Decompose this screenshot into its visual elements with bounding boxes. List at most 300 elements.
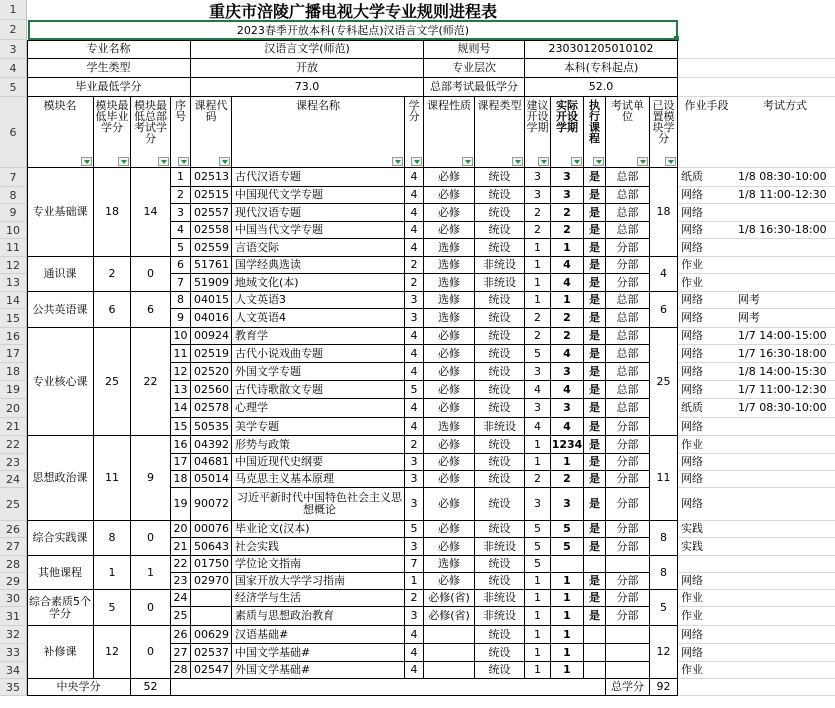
course-nature[interactable]	[424, 626, 475, 644]
filter-dropdown-icon[interactable]	[411, 157, 422, 166]
empty-cell[interactable]	[678, 78, 835, 97]
course-type[interactable]: 非统设	[475, 257, 525, 274]
course-executed[interactable]: 是	[584, 309, 606, 328]
course-seq[interactable]: 17	[171, 454, 191, 471]
course-assignment-means[interactable]: 作业	[678, 257, 735, 274]
course-code[interactable]: 50535	[191, 418, 232, 436]
course-credit[interactable]: 7	[405, 556, 424, 573]
course-seq[interactable]: 6	[171, 257, 191, 274]
course-name[interactable]: 心理学	[232, 399, 405, 418]
course-name[interactable]: 经济学与生活	[232, 590, 405, 607]
course-suggested-term[interactable]: 1	[525, 239, 551, 257]
course-executed[interactable]: 是	[584, 274, 606, 292]
course-executed[interactable]	[584, 626, 606, 644]
course-suggested-term[interactable]: 1	[525, 662, 551, 679]
course-nature[interactable]: 必修	[424, 521, 475, 538]
course-type[interactable]: 统设	[475, 488, 525, 521]
course-nature[interactable]: 必修(省)	[424, 607, 475, 626]
course-actual-term[interactable]	[551, 556, 584, 573]
course-seq[interactable]: 27	[171, 644, 191, 662]
course-seq[interactable]: 16	[171, 436, 191, 454]
course-code[interactable]: 51909	[191, 274, 232, 292]
course-exam-unit[interactable]: 分部	[606, 573, 650, 590]
course-executed[interactable]: 是	[584, 418, 606, 436]
row-header[interactable]: 18	[0, 363, 27, 381]
course-exam-method[interactable]	[735, 239, 835, 257]
course-exam-method[interactable]: 1/8 11:00-12:30	[735, 187, 835, 204]
course-seq[interactable]: 2	[171, 187, 191, 204]
course-executed[interactable]: 是	[584, 521, 606, 538]
course-type[interactable]: 统设	[475, 204, 525, 222]
row-header[interactable]: 34	[0, 662, 27, 679]
course-nature[interactable]: 必修	[424, 454, 475, 471]
course-code[interactable]	[191, 607, 232, 626]
course-name[interactable]: 毕业论文(汉本)	[232, 521, 405, 538]
course-credit[interactable]: 3	[405, 607, 424, 626]
course-actual-term[interactable]: 2	[551, 204, 584, 222]
module-credit-set[interactable]: 8	[650, 556, 678, 590]
course-exam-method[interactable]: 1/7 16:30-18:00	[735, 345, 835, 363]
course-credit[interactable]: 2	[405, 436, 424, 454]
course-exam-method[interactable]: 1/8 08:30-10:00	[735, 168, 835, 187]
course-assignment-means[interactable]: 网络	[678, 381, 735, 399]
row-header[interactable]: 11	[0, 239, 27, 257]
column-header-done[interactable]: 已设置模块学分	[650, 97, 678, 168]
course-name[interactable]: 国家开放大学学习指南	[232, 573, 405, 590]
module-name[interactable]: 综合实践课	[27, 521, 94, 556]
course-seq[interactable]: 12	[171, 363, 191, 381]
column-header-type[interactable]: 课程类型	[475, 97, 525, 168]
course-code[interactable]: 04016	[191, 309, 232, 328]
course-exam-method[interactable]	[735, 590, 835, 607]
course-assignment-means[interactable]	[678, 556, 735, 573]
module-hq-credit[interactable]: 9	[131, 436, 171, 521]
module-name[interactable]: 通识课	[27, 257, 94, 292]
course-type[interactable]: 统设	[475, 292, 525, 309]
course-exam-method[interactable]: 1/7 11:00-12:30	[735, 381, 835, 399]
course-nature[interactable]: 必修	[424, 381, 475, 399]
course-exam-method[interactable]	[735, 556, 835, 573]
course-exam-method[interactable]	[735, 488, 835, 521]
course-exam-unit[interactable]: 总部	[606, 187, 650, 204]
course-credit[interactable]: 3	[405, 488, 424, 521]
row-header[interactable]: 5	[0, 78, 27, 97]
row-header[interactable]: 4	[0, 59, 27, 78]
course-actual-term[interactable]: 1	[551, 626, 584, 644]
course-code[interactable]	[191, 590, 232, 607]
course-exam-unit[interactable]: 分部	[606, 454, 650, 471]
course-exam-unit[interactable]: 分部	[606, 607, 650, 626]
course-assignment-means[interactable]: 网络	[678, 239, 735, 257]
hq-min-value[interactable]: 52.0	[525, 78, 678, 97]
course-code[interactable]: 02578	[191, 399, 232, 418]
course-exam-method[interactable]	[735, 662, 835, 679]
hq-min-label[interactable]: 总部考试最低学分	[424, 78, 525, 97]
row-header[interactable]: 7	[0, 168, 27, 187]
course-executed[interactable]: 是	[584, 328, 606, 345]
course-nature[interactable]: 选修	[424, 418, 475, 436]
module-credit-set[interactable]: 6	[650, 292, 678, 328]
course-actual-term[interactable]: 3	[551, 488, 584, 521]
course-name[interactable]: 古代汉语专题	[232, 168, 405, 187]
course-nature[interactable]	[424, 662, 475, 679]
course-exam-unit[interactable]: 总部	[606, 399, 650, 418]
course-seq[interactable]: 7	[171, 274, 191, 292]
column-header-suggest[interactable]: 建议开设学期	[525, 97, 551, 168]
row-header[interactable]: 31	[0, 607, 27, 626]
course-credit[interactable]: 4	[405, 239, 424, 257]
row-header[interactable]: 22	[0, 436, 27, 454]
module-hq-credit[interactable]: 6	[131, 292, 171, 328]
central-credit-value[interactable]: 52	[131, 679, 171, 696]
row-header[interactable]: 24	[0, 471, 27, 488]
course-type[interactable]: 非统设	[475, 607, 525, 626]
course-assignment-means[interactable]: 网络	[678, 626, 735, 644]
course-name[interactable]: 美学专题	[232, 418, 405, 436]
course-assignment-means[interactable]: 作业	[678, 590, 735, 607]
row-header[interactable]: 6	[0, 97, 27, 168]
module-credit-set[interactable]: 11	[650, 436, 678, 521]
course-actual-term[interactable]: 1	[551, 573, 584, 590]
course-suggested-term[interactable]: 3	[525, 488, 551, 521]
course-assignment-means[interactable]: 网络	[678, 418, 735, 436]
course-code[interactable]: 90072	[191, 488, 232, 521]
course-nature[interactable]: 必修	[424, 488, 475, 521]
rule-no-label[interactable]: 规则号	[424, 40, 525, 59]
course-credit[interactable]: 4	[405, 187, 424, 204]
module-min-credit[interactable]: 1	[94, 556, 131, 590]
course-type[interactable]: 统设	[475, 573, 525, 590]
course-exam-method[interactable]	[735, 436, 835, 454]
column-header-name[interactable]: 课程名称	[232, 97, 405, 168]
filter-dropdown-icon[interactable]	[538, 157, 549, 166]
course-seq[interactable]: 19	[171, 488, 191, 521]
course-executed[interactable]: 是	[584, 168, 606, 187]
course-suggested-term[interactable]: 3	[525, 168, 551, 187]
course-assignment-means[interactable]: 网络	[678, 644, 735, 662]
course-assignment-means[interactable]: 作业	[678, 607, 735, 626]
course-executed[interactable]: 是	[584, 239, 606, 257]
module-name[interactable]: 公共英语课	[27, 292, 94, 328]
course-assignment-means[interactable]: 网络	[678, 187, 735, 204]
course-suggested-term[interactable]: 4	[525, 381, 551, 399]
module-min-credit[interactable]: 11	[94, 436, 131, 521]
course-name[interactable]: 国学经典选读	[232, 257, 405, 274]
course-seq[interactable]: 18	[171, 471, 191, 488]
course-exam-unit[interactable]: 总部	[606, 204, 650, 222]
course-actual-term[interactable]: 3	[551, 399, 584, 418]
course-seq[interactable]: 9	[171, 309, 191, 328]
course-actual-term[interactable]: 5	[551, 521, 584, 538]
column-header-module_hq[interactable]: 模块最低总部考试学分	[131, 97, 171, 168]
footer-empty[interactable]	[171, 679, 606, 696]
course-suggested-term[interactable]: 2	[525, 204, 551, 222]
course-executed[interactable]: 是	[584, 607, 606, 626]
course-code[interactable]: 02559	[191, 239, 232, 257]
course-credit[interactable]: 4	[405, 399, 424, 418]
rule-no-value[interactable]: 230301205010102	[525, 40, 678, 59]
course-exam-unit[interactable]: 分部	[606, 471, 650, 488]
course-suggested-term[interactable]: 5	[525, 521, 551, 538]
course-type[interactable]: 统设	[475, 222, 525, 239]
course-actual-term[interactable]: 1	[551, 292, 584, 309]
course-code[interactable]: 04015	[191, 292, 232, 309]
course-credit[interactable]: 3	[405, 538, 424, 556]
course-exam-unit[interactable]: 分部	[606, 418, 650, 436]
course-suggested-term[interactable]: 4	[525, 418, 551, 436]
course-suggested-term[interactable]: 1	[525, 292, 551, 309]
course-credit[interactable]: 2	[405, 274, 424, 292]
level-value[interactable]: 本科(专科起点)	[525, 59, 678, 78]
row-header[interactable]: 2	[0, 20, 27, 40]
min-credit-value[interactable]: 73.0	[191, 78, 424, 97]
course-exam-unit[interactable]: 分部	[606, 257, 650, 274]
course-code[interactable]: 01750	[191, 556, 232, 573]
course-assignment-means[interactable]: 网络	[678, 573, 735, 590]
course-credit[interactable]: 4	[405, 168, 424, 187]
course-suggested-term[interactable]: 5	[525, 538, 551, 556]
course-code[interactable]: 05014	[191, 471, 232, 488]
course-name[interactable]: 习近平新时代中国特色社会主义思想概论	[232, 488, 405, 521]
course-assignment-means[interactable]: 网络	[678, 328, 735, 345]
row-header[interactable]: 28	[0, 556, 27, 573]
course-nature[interactable]: 必修	[424, 328, 475, 345]
course-code[interactable]: 02560	[191, 381, 232, 399]
course-seq[interactable]: 24	[171, 590, 191, 607]
course-exam-method[interactable]: 网考	[735, 292, 835, 309]
module-min-credit[interactable]: 2	[94, 257, 131, 292]
filter-dropdown-icon[interactable]	[571, 157, 582, 166]
course-type[interactable]: 非统设	[475, 274, 525, 292]
course-assignment-means[interactable]: 网络	[678, 363, 735, 381]
course-actual-term[interactable]: 2	[551, 309, 584, 328]
course-type[interactable]: 统设	[475, 399, 525, 418]
course-assignment-means[interactable]: 作业	[678, 662, 735, 679]
course-credit[interactable]: 1	[405, 573, 424, 590]
filter-dropdown-icon[interactable]	[462, 157, 473, 166]
course-actual-term[interactable]: 1234	[551, 436, 584, 454]
course-exam-method[interactable]: 网考	[735, 309, 835, 328]
row-header[interactable]: 21	[0, 418, 27, 436]
course-type[interactable]: 统设	[475, 239, 525, 257]
course-actual-term[interactable]: 3	[551, 187, 584, 204]
course-exam-method[interactable]: 1/8 14:00-15:30	[735, 363, 835, 381]
course-actual-term[interactable]: 3	[551, 168, 584, 187]
course-assignment-means[interactable]: 实践	[678, 521, 735, 538]
course-nature[interactable]: 必修	[424, 187, 475, 204]
course-name[interactable]: 中国当代文学专题	[232, 222, 405, 239]
course-credit[interactable]: 4	[405, 222, 424, 239]
course-seq[interactable]: 22	[171, 556, 191, 573]
course-seq[interactable]: 25	[171, 607, 191, 626]
module-name[interactable]: 思想政治课	[27, 436, 94, 521]
course-seq[interactable]: 8	[171, 292, 191, 309]
course-executed[interactable]: 是	[584, 538, 606, 556]
course-exam-unit[interactable]	[606, 662, 650, 679]
module-hq-credit[interactable]: 0	[131, 626, 171, 679]
student-type-value[interactable]: 开放	[191, 59, 424, 78]
course-exam-method[interactable]	[735, 607, 835, 626]
module-name[interactable]: 专业核心课	[27, 328, 94, 436]
course-actual-term[interactable]: 1	[551, 644, 584, 662]
course-executed[interactable]: 是	[584, 471, 606, 488]
course-assignment-means[interactable]: 实践	[678, 538, 735, 556]
course-executed[interactable]: 是	[584, 399, 606, 418]
course-exam-unit[interactable]	[606, 644, 650, 662]
course-code[interactable]: 02537	[191, 644, 232, 662]
course-executed[interactable]	[584, 556, 606, 573]
course-assignment-means[interactable]: 纸质	[678, 399, 735, 418]
course-exam-method[interactable]	[735, 471, 835, 488]
course-nature[interactable]: 选修	[424, 309, 475, 328]
course-nature[interactable]: 必修(省)	[424, 590, 475, 607]
course-credit[interactable]: 3	[405, 471, 424, 488]
course-assignment-means[interactable]: 网络	[678, 309, 735, 328]
course-actual-term[interactable]: 4	[551, 274, 584, 292]
course-exam-method[interactable]: 1/7 08:30-10:00	[735, 399, 835, 418]
module-hq-credit[interactable]: 14	[131, 168, 171, 257]
course-name[interactable]: 人文英语4	[232, 309, 405, 328]
course-assignment-means[interactable]: 作业	[678, 274, 735, 292]
course-exam-unit[interactable]: 总部	[606, 381, 650, 399]
row-header[interactable]: 25	[0, 488, 27, 521]
course-credit[interactable]: 4	[405, 363, 424, 381]
course-name[interactable]: 中国文学基础#	[232, 644, 405, 662]
course-type[interactable]: 统设	[475, 556, 525, 573]
course-code[interactable]: 02515	[191, 187, 232, 204]
course-executed[interactable]: 是	[584, 381, 606, 399]
course-type[interactable]: 统设	[475, 328, 525, 345]
course-executed[interactable]: 是	[584, 292, 606, 309]
course-suggested-term[interactable]: 3	[525, 399, 551, 418]
course-exam-method[interactable]	[735, 626, 835, 644]
course-code[interactable]: 04681	[191, 454, 232, 471]
course-suggested-term[interactable]: 2	[525, 309, 551, 328]
central-credit-label[interactable]: 中央学分	[27, 679, 131, 696]
course-credit[interactable]: 5	[405, 381, 424, 399]
filter-dropdown-icon[interactable]	[158, 157, 169, 166]
module-min-credit[interactable]: 18	[94, 168, 131, 257]
course-exam-unit[interactable]: 分部	[606, 538, 650, 556]
major-name-label[interactable]: 专业名称	[27, 40, 191, 59]
filter-dropdown-icon[interactable]	[392, 157, 403, 166]
course-credit[interactable]: 4	[405, 644, 424, 662]
module-hq-credit[interactable]: 22	[131, 328, 171, 436]
course-actual-term[interactable]: 5	[551, 538, 584, 556]
course-actual-term[interactable]: 3	[551, 363, 584, 381]
course-nature[interactable]: 必修	[424, 436, 475, 454]
course-type[interactable]: 非统设	[475, 590, 525, 607]
row-header[interactable]: 29	[0, 573, 27, 590]
course-type[interactable]: 统设	[475, 436, 525, 454]
course-actual-term[interactable]: 1	[551, 454, 584, 471]
course-executed[interactable]: 是	[584, 363, 606, 381]
course-seq[interactable]: 23	[171, 573, 191, 590]
course-exam-method[interactable]	[735, 274, 835, 292]
course-suggested-term[interactable]: 2	[525, 471, 551, 488]
course-credit[interactable]: 3	[405, 309, 424, 328]
course-seq[interactable]: 10	[171, 328, 191, 345]
course-code[interactable]: 02519	[191, 345, 232, 363]
course-nature[interactable]: 必修	[424, 538, 475, 556]
course-executed[interactable]: 是	[584, 488, 606, 521]
course-actual-term[interactable]: 2	[551, 328, 584, 345]
total-credit-value[interactable]: 92	[650, 679, 678, 696]
course-exam-method[interactable]	[735, 538, 835, 556]
row-header[interactable]: 1	[0, 0, 27, 20]
course-nature[interactable]: 选修	[424, 257, 475, 274]
course-exam-method[interactable]	[735, 454, 835, 471]
course-actual-term[interactable]: 4	[551, 381, 584, 399]
module-name[interactable]: 其他课程	[27, 556, 94, 590]
column-header-exec[interactable]: 执行课程	[584, 97, 606, 168]
course-name[interactable]: 外国文学专题	[232, 363, 405, 381]
row-header[interactable]: 19	[0, 381, 27, 399]
course-actual-term[interactable]: 4	[551, 257, 584, 274]
course-code[interactable]: 02558	[191, 222, 232, 239]
module-name[interactable]: 补修课	[27, 626, 94, 679]
course-suggested-term[interactable]: 5	[525, 556, 551, 573]
course-exam-unit[interactable]: 总部	[606, 292, 650, 309]
row-header[interactable]: 17	[0, 345, 27, 363]
module-hq-credit[interactable]: 0	[131, 590, 171, 626]
module-hq-credit[interactable]: 0	[131, 521, 171, 556]
course-executed[interactable]: 是	[584, 187, 606, 204]
course-actual-term[interactable]: 1	[551, 590, 584, 607]
module-credit-set[interactable]: 18	[650, 168, 678, 257]
course-actual-term[interactable]: 1	[551, 662, 584, 679]
row-header[interactable]: 26	[0, 521, 27, 538]
course-executed[interactable]: 是	[584, 222, 606, 239]
course-exam-unit[interactable]: 分部	[606, 521, 650, 538]
sheet-subtitle-selected-cell[interactable]: 2023春季开放本科(专科起点)汉语言文学(师范)	[28, 20, 678, 40]
row-header[interactable]: 10	[0, 222, 27, 239]
course-nature[interactable]: 必修	[424, 168, 475, 187]
course-executed[interactable]: 是	[584, 454, 606, 471]
empty-cell[interactable]	[678, 679, 835, 696]
course-seq[interactable]: 14	[171, 399, 191, 418]
course-suggested-term[interactable]: 2	[525, 222, 551, 239]
course-type[interactable]: 非统设	[475, 418, 525, 436]
course-assignment-means[interactable]: 纸质	[678, 168, 735, 187]
course-actual-term[interactable]: 4	[551, 345, 584, 363]
course-suggested-term[interactable]: 1	[525, 573, 551, 590]
column-header-actual[interactable]: 实际开设学期	[551, 97, 584, 168]
column-header-credit[interactable]: 学分	[405, 97, 424, 168]
course-name[interactable]: 素质与思想政治教育	[232, 607, 405, 626]
course-code[interactable]: 02513	[191, 168, 232, 187]
course-executed[interactable]	[584, 644, 606, 662]
course-seq[interactable]: 13	[171, 381, 191, 399]
course-seq[interactable]: 11	[171, 345, 191, 363]
course-assignment-means[interactable]: 网络	[678, 488, 735, 521]
course-type[interactable]: 统设	[475, 381, 525, 399]
row-header[interactable]: 20	[0, 399, 27, 418]
course-code[interactable]: 04392	[191, 436, 232, 454]
course-name[interactable]: 中国现代文学专题	[232, 187, 405, 204]
row-header[interactable]: 35	[0, 679, 27, 696]
course-credit[interactable]: 5	[405, 521, 424, 538]
course-exam-unit[interactable]: 分部	[606, 590, 650, 607]
row-header[interactable]: 32	[0, 626, 27, 644]
course-code[interactable]: 02520	[191, 363, 232, 381]
total-credit-label[interactable]: 总学分	[606, 679, 650, 696]
course-actual-term[interactable]: 1	[551, 239, 584, 257]
column-header-means[interactable]: 作业手段	[678, 97, 735, 168]
course-name[interactable]: 教育学	[232, 328, 405, 345]
course-name[interactable]: 马克思主义基本原理	[232, 471, 405, 488]
course-type[interactable]: 统设	[475, 662, 525, 679]
